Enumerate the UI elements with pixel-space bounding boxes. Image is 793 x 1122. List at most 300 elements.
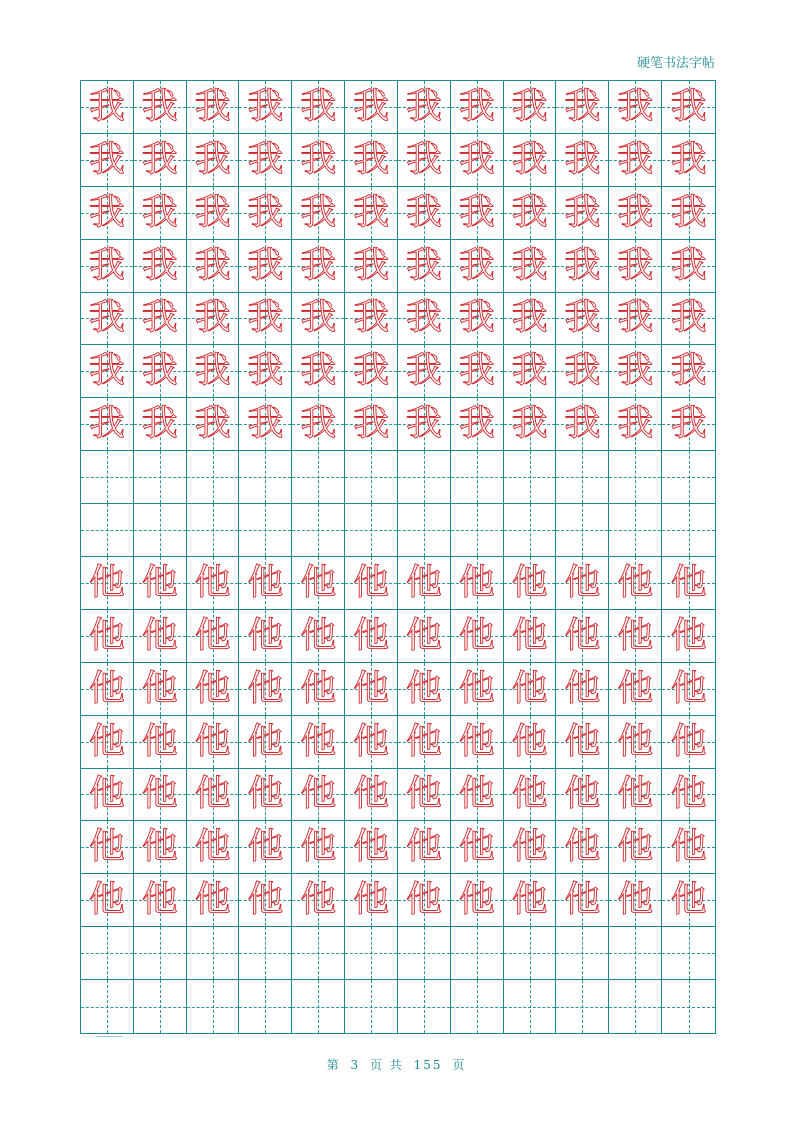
practice-cell	[345, 821, 398, 874]
tracing-character: 我	[88, 85, 125, 127]
practice-cell	[81, 980, 134, 1033]
tracing-character: 他	[511, 826, 548, 868]
tracing-character: 我	[141, 85, 178, 127]
practice-cell	[556, 610, 609, 663]
tracing-character: 我	[141, 138, 178, 180]
tracing-character: 我	[141, 403, 178, 445]
practice-cell	[504, 821, 557, 874]
practice-cell	[556, 504, 609, 557]
tracing-character: 他	[141, 614, 178, 656]
practice-cell	[504, 187, 557, 240]
tracing-character: 我	[141, 297, 178, 339]
practice-cell	[609, 927, 662, 980]
practice-cell	[398, 610, 451, 663]
practice-cell	[609, 293, 662, 346]
practice-cell	[662, 874, 715, 927]
practice-cell	[239, 874, 292, 927]
page-number: 3	[350, 1058, 361, 1072]
practice-cell	[134, 980, 187, 1033]
practice-cell	[187, 716, 240, 769]
tracing-character: 我	[617, 403, 654, 445]
tracing-character: 他	[88, 826, 125, 868]
tracing-character: 他	[194, 720, 231, 762]
tracing-character: 他	[458, 561, 495, 603]
tracing-character: 我	[617, 138, 654, 180]
practice-cell	[556, 821, 609, 874]
tracing-character: 我	[564, 297, 601, 339]
tracing-character: 他	[88, 720, 125, 762]
tracing-character: 我	[194, 350, 231, 392]
tracing-character: 他	[511, 773, 548, 815]
practice-cell	[451, 187, 504, 240]
tracing-character: 他	[194, 773, 231, 815]
tracing-character: 他	[405, 720, 442, 762]
practice-cell	[292, 716, 345, 769]
tracing-character: 我	[300, 403, 337, 445]
tracing-character: 我	[511, 85, 548, 127]
practice-cell	[451, 663, 504, 716]
practice-cell	[134, 557, 187, 610]
tracing-character: 我	[564, 85, 601, 127]
tracing-character: 他	[458, 826, 495, 868]
practice-cell	[81, 187, 134, 240]
tracing-character: 我	[353, 350, 390, 392]
tracing-character: 我	[247, 350, 284, 392]
tracing-character: 他	[300, 720, 337, 762]
tracing-character: 我	[194, 191, 231, 233]
practice-cell	[239, 451, 292, 504]
practice-cell	[451, 240, 504, 293]
tracing-character: 我	[458, 85, 495, 127]
practice-cell	[81, 134, 134, 187]
tracing-character: 他	[353, 720, 390, 762]
tracing-character: 我	[405, 244, 442, 286]
practice-cell	[292, 240, 345, 293]
tracing-character: 我	[458, 191, 495, 233]
tracing-character: 他	[564, 879, 601, 921]
tracing-character: 他	[405, 667, 442, 709]
practice-cell	[134, 663, 187, 716]
practice-cell	[134, 240, 187, 293]
practice-cell	[345, 874, 398, 927]
practice-cell	[345, 451, 398, 504]
practice-cell	[239, 345, 292, 398]
tracing-character: 他	[670, 614, 707, 656]
tracing-character: 我	[511, 244, 548, 286]
practice-cell	[451, 81, 504, 134]
tracing-character: 他	[88, 879, 125, 921]
practice-cell	[187, 504, 240, 557]
tracing-character: 他	[353, 667, 390, 709]
tracing-character: 我	[353, 403, 390, 445]
practice-cell	[556, 293, 609, 346]
practice-cell	[81, 345, 134, 398]
practice-cell	[662, 557, 715, 610]
practice-cell	[398, 451, 451, 504]
practice-cell	[345, 293, 398, 346]
practice-cell	[134, 927, 187, 980]
tracing-character: 他	[353, 879, 390, 921]
tracing-character: 我	[458, 297, 495, 339]
practice-cell	[134, 716, 187, 769]
tracing-character: 他	[458, 720, 495, 762]
practice-cell	[81, 821, 134, 874]
tracing-character: 他	[617, 614, 654, 656]
practice-cell	[81, 663, 134, 716]
practice-cell	[609, 345, 662, 398]
tracing-character: 我	[194, 85, 231, 127]
practice-cell	[662, 769, 715, 822]
practice-cell	[292, 557, 345, 610]
tracing-character: 他	[511, 561, 548, 603]
practice-cell	[81, 610, 134, 663]
practice-cell	[239, 504, 292, 557]
practice-cell	[556, 240, 609, 293]
tracing-character: 我	[405, 403, 442, 445]
practice-cell	[451, 451, 504, 504]
practice-cell	[662, 504, 715, 557]
tracing-character: 我	[247, 403, 284, 445]
practice-cell	[292, 927, 345, 980]
practice-cell	[398, 187, 451, 240]
tracing-character: 他	[670, 561, 707, 603]
practice-cell	[239, 927, 292, 980]
practice-cell	[239, 821, 292, 874]
practice-cell	[504, 716, 557, 769]
tracing-character: 他	[405, 773, 442, 815]
tracing-character: 我	[247, 191, 284, 233]
tracing-character: 我	[141, 191, 178, 233]
practice-cell	[451, 610, 504, 663]
practice-cell	[345, 557, 398, 610]
practice-cell	[556, 398, 609, 451]
practice-cell	[556, 716, 609, 769]
practice-cell	[187, 81, 240, 134]
practice-cell	[504, 610, 557, 663]
practice-cell	[187, 557, 240, 610]
practice-cell	[398, 927, 451, 980]
practice-cell	[504, 504, 557, 557]
tracing-character: 我	[458, 403, 495, 445]
practice-cell	[662, 927, 715, 980]
practice-cell	[239, 557, 292, 610]
practice-cell	[187, 663, 240, 716]
practice-cell	[556, 980, 609, 1033]
tracing-character: 我	[617, 191, 654, 233]
practice-cell	[504, 240, 557, 293]
practice-cell	[81, 874, 134, 927]
tracing-character: 我	[511, 191, 548, 233]
tracing-character: 我	[670, 244, 707, 286]
tracing-character: 我	[300, 244, 337, 286]
practice-cell	[398, 398, 451, 451]
tracing-character: 我	[405, 350, 442, 392]
footer-prefix: 第	[326, 1058, 341, 1072]
practice-cell	[187, 980, 240, 1033]
practice-cell	[504, 293, 557, 346]
practice-cell	[609, 187, 662, 240]
practice-cell	[662, 980, 715, 1033]
tracing-character: 我	[353, 244, 390, 286]
practice-cell	[662, 81, 715, 134]
tracing-character: 他	[300, 667, 337, 709]
tracing-character: 他	[88, 773, 125, 815]
practice-cell	[662, 716, 715, 769]
tracing-character: 他	[247, 614, 284, 656]
tracing-character: 我	[300, 138, 337, 180]
practice-cell	[292, 504, 345, 557]
tracing-character: 他	[405, 879, 442, 921]
practice-cell	[662, 240, 715, 293]
footer-middle: 页 共	[369, 1058, 404, 1072]
tracing-character: 我	[670, 297, 707, 339]
practice-cell	[556, 134, 609, 187]
tracing-character: 他	[194, 667, 231, 709]
page-footer	[0, 1056, 793, 1073]
tracing-character: 我	[564, 403, 601, 445]
practice-cell	[451, 980, 504, 1033]
practice-cell	[662, 293, 715, 346]
practice-cell	[662, 821, 715, 874]
practice-cell	[609, 240, 662, 293]
practice-cell	[187, 874, 240, 927]
practice-cell	[504, 398, 557, 451]
page-title: 硬笔书法字帖	[636, 56, 715, 71]
tracing-character: 我	[405, 297, 442, 339]
tracing-character: 他	[194, 614, 231, 656]
tracing-character: 我	[88, 244, 125, 286]
practice-cell	[345, 504, 398, 557]
tracing-character: 他	[511, 667, 548, 709]
tracing-character: 他	[617, 561, 654, 603]
practice-cell	[134, 81, 187, 134]
practice-cell	[187, 451, 240, 504]
tracing-character: 我	[617, 350, 654, 392]
tracing-character: 他	[247, 720, 284, 762]
practice-cell	[556, 557, 609, 610]
tracing-character: 他	[617, 826, 654, 868]
tracing-character: 他	[564, 614, 601, 656]
tracing-character: 他	[247, 826, 284, 868]
practice-cell	[81, 716, 134, 769]
tracing-character: 他	[670, 667, 707, 709]
practice-cell	[239, 240, 292, 293]
tracing-character: 我	[511, 350, 548, 392]
tracing-character: 我	[511, 138, 548, 180]
practice-cell	[398, 716, 451, 769]
practice-cell	[504, 345, 557, 398]
tracing-character: 我	[247, 85, 284, 127]
practice-cell	[398, 293, 451, 346]
tracing-character: 我	[88, 350, 125, 392]
tracing-character: 他	[88, 614, 125, 656]
tracing-character: 他	[670, 826, 707, 868]
tracing-character: 他	[300, 773, 337, 815]
tracing-character: 我	[141, 244, 178, 286]
practice-cell	[609, 504, 662, 557]
practice-cell	[398, 874, 451, 927]
practice-cell	[134, 187, 187, 240]
practice-cell	[609, 874, 662, 927]
practice-cell	[662, 398, 715, 451]
tracing-character: 他	[300, 879, 337, 921]
tracing-character: 我	[141, 350, 178, 392]
practice-cell	[134, 769, 187, 822]
practice-cell	[451, 821, 504, 874]
tracing-character: 他	[458, 614, 495, 656]
tracing-character: 我	[88, 138, 125, 180]
tracing-character: 我	[564, 191, 601, 233]
tracing-character: 我	[617, 297, 654, 339]
practice-cell	[81, 293, 134, 346]
practice-cell	[609, 716, 662, 769]
practice-cell	[504, 769, 557, 822]
practice-cell	[134, 451, 187, 504]
tracing-character: 他	[617, 720, 654, 762]
tracing-character: 他	[141, 879, 178, 921]
practice-cell	[81, 451, 134, 504]
tracing-character: 他	[194, 826, 231, 868]
practice-cell	[187, 240, 240, 293]
footer-rule	[96, 1036, 122, 1037]
practice-cell	[609, 398, 662, 451]
tracing-character: 他	[88, 561, 125, 603]
practice-cell	[451, 769, 504, 822]
practice-cell	[398, 769, 451, 822]
tracing-character: 我	[405, 138, 442, 180]
practice-cell	[81, 557, 134, 610]
tracing-character: 我	[247, 244, 284, 286]
practice-cell	[556, 927, 609, 980]
practice-cell	[451, 398, 504, 451]
tracing-character: 我	[353, 85, 390, 127]
tracing-character: 他	[353, 614, 390, 656]
practice-cell	[451, 134, 504, 187]
tracing-character: 我	[353, 297, 390, 339]
practice-cell	[345, 81, 398, 134]
tracing-character: 我	[670, 191, 707, 233]
practice-cell	[556, 874, 609, 927]
practice-cell	[662, 663, 715, 716]
tracing-character: 他	[617, 667, 654, 709]
tracing-character: 我	[353, 138, 390, 180]
practice-cell	[451, 504, 504, 557]
practice-cell	[451, 874, 504, 927]
practice-cell	[187, 610, 240, 663]
practice-cell	[556, 663, 609, 716]
practice-cell	[239, 81, 292, 134]
practice-cell	[398, 821, 451, 874]
tracing-character: 他	[300, 561, 337, 603]
practice-cell	[398, 663, 451, 716]
tracing-character: 我	[300, 297, 337, 339]
tracing-character: 他	[670, 720, 707, 762]
practice-cell	[81, 240, 134, 293]
practice-cell	[187, 345, 240, 398]
tracing-character: 他	[247, 773, 284, 815]
tracing-character: 我	[670, 403, 707, 445]
practice-cell	[398, 81, 451, 134]
tracing-character: 我	[458, 350, 495, 392]
tracing-character: 他	[353, 561, 390, 603]
tracing-character: 我	[511, 403, 548, 445]
practice-cell	[345, 345, 398, 398]
tracing-character: 他	[141, 561, 178, 603]
practice-cell	[81, 398, 134, 451]
practice-cell	[451, 345, 504, 398]
practice-cell	[292, 821, 345, 874]
practice-cell	[345, 610, 398, 663]
practice-cell	[609, 134, 662, 187]
tracing-character: 他	[247, 667, 284, 709]
practice-cell	[345, 398, 398, 451]
tracing-character: 他	[194, 879, 231, 921]
practice-cell	[292, 187, 345, 240]
practice-cell	[81, 769, 134, 822]
tracing-character: 他	[670, 879, 707, 921]
practice-cell	[239, 769, 292, 822]
tracing-character: 我	[300, 85, 337, 127]
tracing-character: 我	[353, 191, 390, 233]
practice-cell	[134, 874, 187, 927]
practice-cell	[451, 293, 504, 346]
practice-cell	[81, 927, 134, 980]
tracing-character: 他	[300, 826, 337, 868]
practice-cell	[504, 451, 557, 504]
tracing-character: 他	[670, 773, 707, 815]
tracing-character: 我	[194, 138, 231, 180]
practice-cell	[451, 557, 504, 610]
practice-cell	[187, 821, 240, 874]
practice-cell	[504, 557, 557, 610]
practice-cell	[239, 980, 292, 1033]
practice-cell	[134, 293, 187, 346]
practice-cell	[609, 610, 662, 663]
practice-cell	[556, 81, 609, 134]
practice-cell	[292, 980, 345, 1033]
practice-cell	[662, 345, 715, 398]
tracing-character: 他	[511, 720, 548, 762]
practice-cell	[345, 716, 398, 769]
tracing-character: 我	[247, 297, 284, 339]
tracing-character: 他	[458, 667, 495, 709]
practice-cell	[81, 504, 134, 557]
practice-cell	[292, 451, 345, 504]
tracing-character: 我	[617, 85, 654, 127]
practice-cell	[662, 451, 715, 504]
practice-cell	[609, 821, 662, 874]
practice-cell	[239, 716, 292, 769]
tracing-character: 我	[194, 297, 231, 339]
tracing-character: 我	[88, 297, 125, 339]
tracing-character: 我	[564, 350, 601, 392]
tracing-character: 他	[564, 826, 601, 868]
practice-cell	[504, 927, 557, 980]
practice-cell	[134, 345, 187, 398]
practice-cell	[398, 557, 451, 610]
practice-cell	[239, 663, 292, 716]
tracing-character: 我	[670, 138, 707, 180]
tracing-character: 我	[670, 85, 707, 127]
tracing-character: 我	[300, 350, 337, 392]
practice-cell	[504, 980, 557, 1033]
tracing-character: 我	[194, 403, 231, 445]
practice-cell	[292, 398, 345, 451]
tracing-character: 他	[353, 773, 390, 815]
practice-cell	[398, 504, 451, 557]
practice-cell	[556, 451, 609, 504]
practice-cell	[398, 345, 451, 398]
